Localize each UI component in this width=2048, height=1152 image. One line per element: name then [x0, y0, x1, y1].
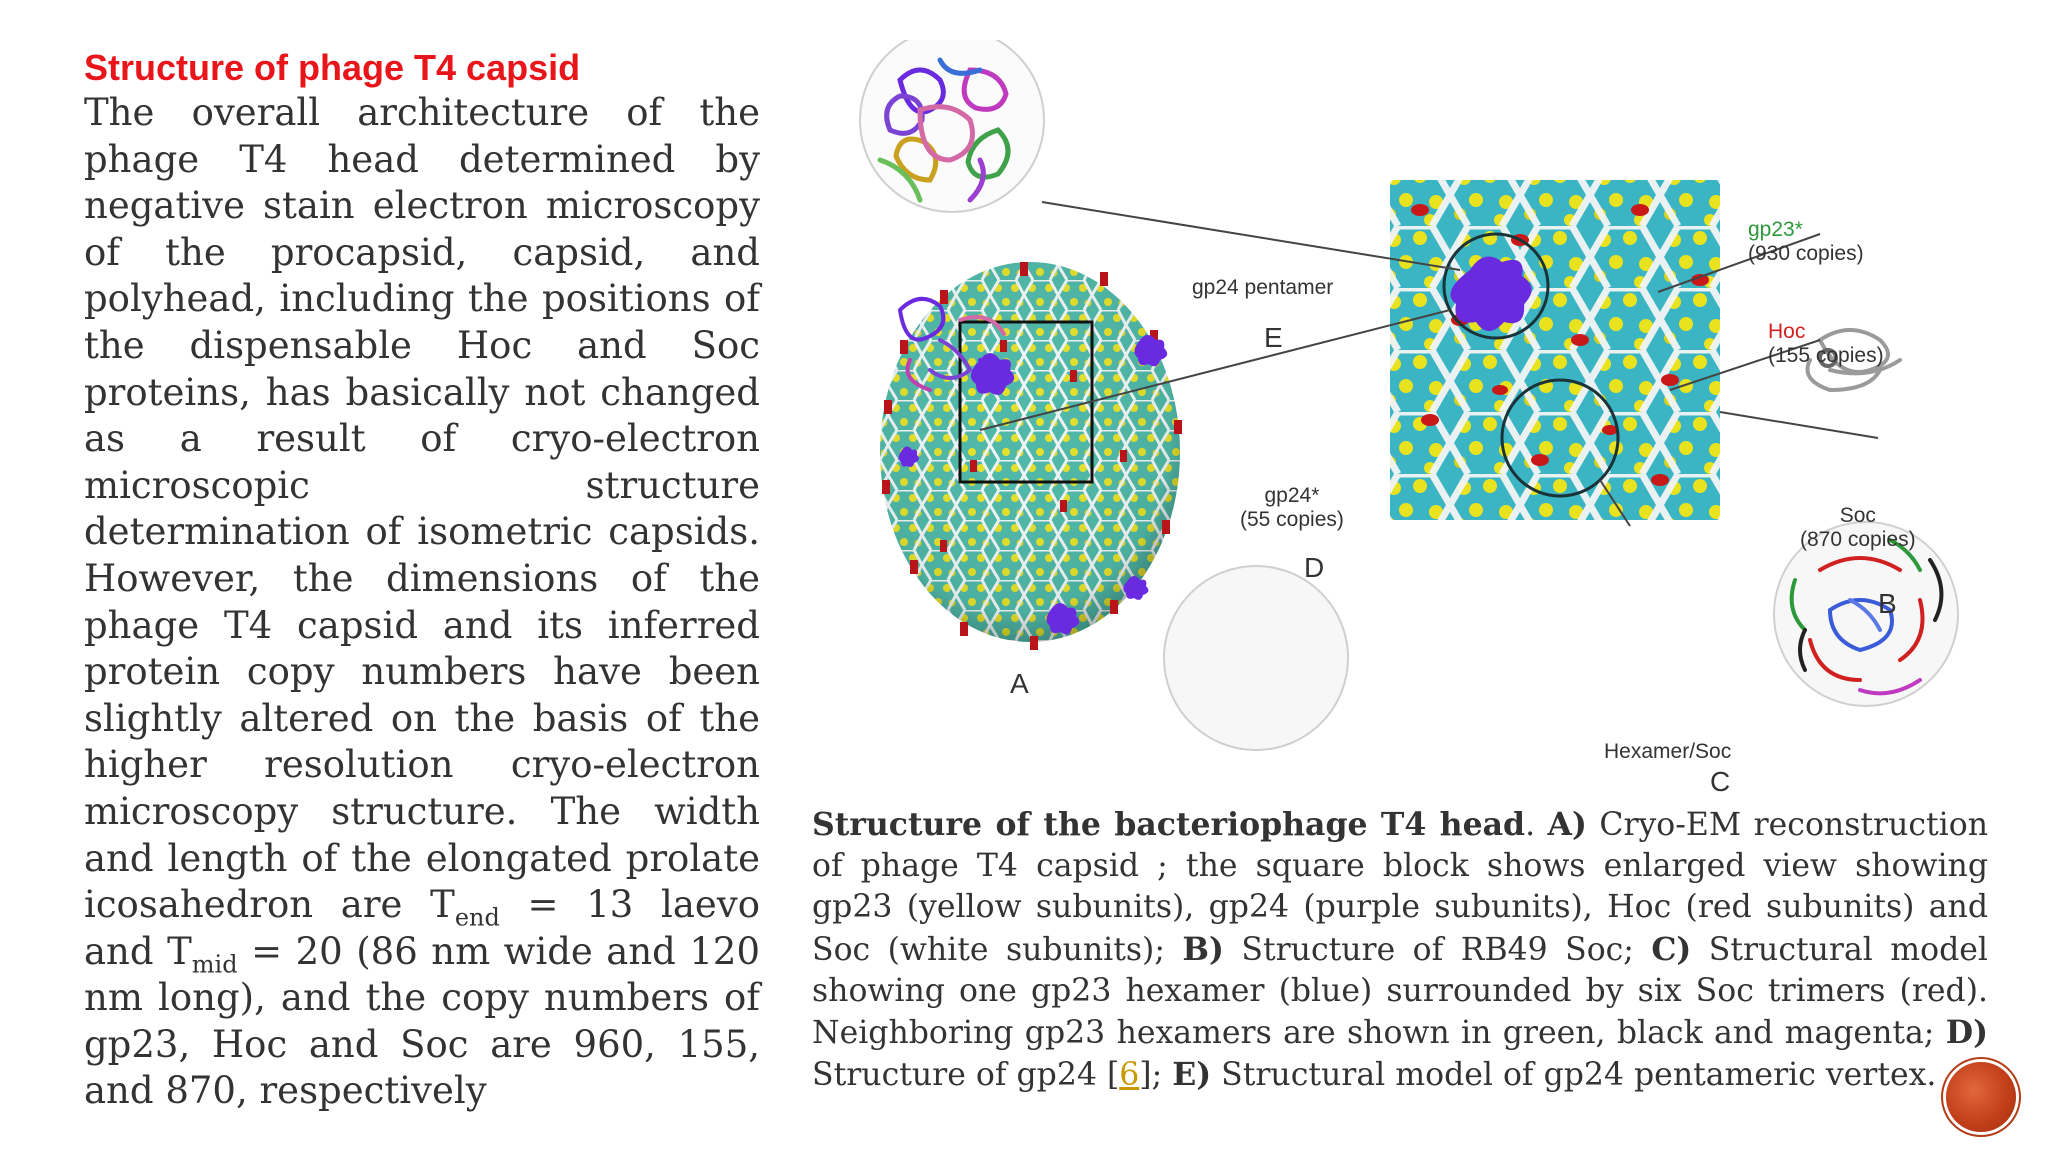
zoom-panel — [1390, 180, 1720, 520]
body-text-1: The overall architecture of the phage T4 head determined by negative stain electron microscopy of the procapsid, capsid, and polyhead, including the positions of the dispensable Hoc and Soc proteins, has basically not changed as a result of cryo-electron microscopic structure determination of isometric capsids. However, the dimensions of the phage T4 capsid and its inferred protein copy numbers have been slightly altered on the basis of the higher resolution cryo-electron microscopy structure. The width and length of the elongated prolate icosahedron are T — [84, 91, 760, 927]
hoc-label — [1768, 320, 1884, 368]
label-a: A — [1010, 668, 1029, 699]
body-sub-end: end — [454, 903, 500, 932]
caption-e-text: Structural model of gp24 pentameric vertex. — [1211, 1057, 1937, 1094]
gp24-pentamer-label: gp24 pentamer — [1192, 276, 1334, 299]
left-text-column — [84, 46, 760, 1115]
label-c: C — [1710, 766, 1731, 797]
slide-title: Structure of phage T4 capsid — [84, 47, 581, 88]
reference-link[interactable]: 6 — [1119, 1057, 1140, 1094]
caption-a-text: Cryo-EM reconstruction of phage T4 capsid ; the square block shows enlarged view showing gp23 (yellow subunits), gp24 (purple subunits), Hoc (red subunits) and Soc (white subunits); — [812, 807, 1988, 968]
caption-title: Structure of the bacteriophage T4 head — [812, 806, 1526, 843]
gp23-copies: (930 copies) — [1748, 242, 1864, 265]
gp24-pentamer-panel — [860, 40, 1044, 212]
caption-sep: . — [1525, 807, 1548, 843]
gp23-name: gp23* — [1748, 218, 1803, 241]
body-text-2: = 13 laevo and T — [84, 883, 760, 973]
hoc-copies: (155 copies) — [1768, 344, 1884, 367]
label-e: E — [1264, 322, 1283, 353]
label-b: B — [1878, 588, 1897, 619]
figure-caption — [812, 804, 1988, 1096]
soc-name: Soc — [1839, 504, 1876, 527]
soc-label — [1800, 504, 1916, 552]
caption-d-label: D) — [1945, 1014, 1988, 1052]
caption-c-label: C) — [1651, 930, 1692, 968]
soc-copies: (870 copies) — [1800, 528, 1916, 551]
logo-badge — [1946, 1062, 2016, 1132]
body-sub-mid: mid — [191, 950, 238, 979]
figure-graphics — [820, 40, 2020, 800]
gp23-label — [1748, 218, 1864, 266]
caption-b-text: Structure of RB49 Soc; — [1223, 931, 1652, 968]
caption-d-text: Structure of gp24 [ — [812, 1057, 1120, 1094]
gp24-label — [1240, 484, 1344, 532]
label-d: D — [1304, 552, 1325, 583]
hexamer-soc-panel — [1164, 566, 1348, 750]
gp24-copies: (55 copies) — [1240, 508, 1344, 531]
caption-d-text2: ]; — [1139, 1057, 1173, 1094]
hoc-name: Hoc — [1768, 320, 1806, 343]
caption-a-label: A) — [1547, 806, 1587, 843]
capsid-figure — [820, 40, 2020, 800]
hexamer-soc-label: Hexamer/Soc — [1604, 740, 1732, 763]
caption-e-label: E) — [1172, 1056, 1212, 1094]
body-paragraph — [84, 90, 760, 1115]
caption-b-label: B) — [1182, 930, 1224, 968]
gp24-name: gp24* — [1264, 484, 1320, 507]
body-text-3: = 20 (86 nm wide and 120 nm long), and the copy numbers of gp23, Hoc and Soc are 960, 155, and 870, respectively — [84, 929, 761, 1113]
caption-c-text: Structural model showing one gp23 hexamer (blue) surrounded by six Soc trimers (red). Neighboring gp23 hexamers are shown in green, black and magenta; — [812, 931, 1988, 1052]
capsid-illustration — [880, 262, 1182, 650]
